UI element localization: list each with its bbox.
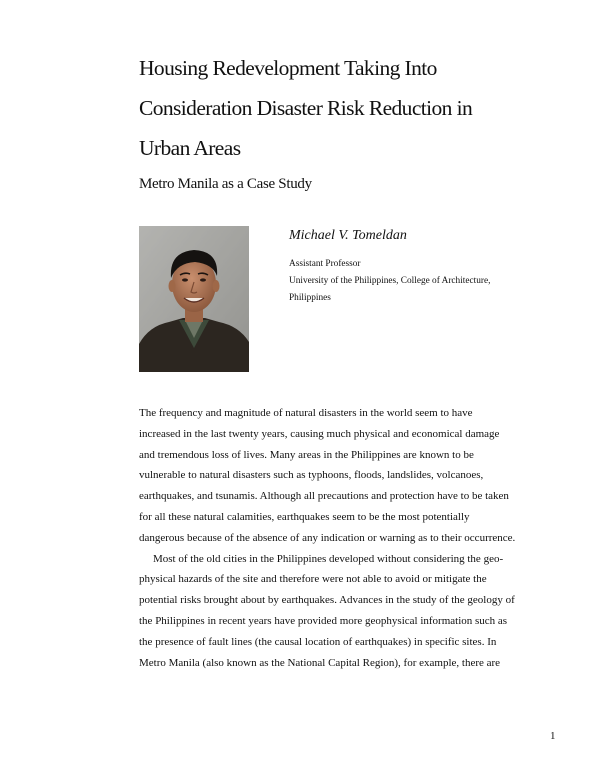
author-institution: University of the Philippines, College of Architecture, bbox=[289, 276, 491, 286]
author-block bbox=[289, 228, 529, 307]
text-line: Most of the old cities in the Philippines developed without considering the geo- bbox=[153, 552, 504, 565]
title-line: Urban Areas bbox=[139, 136, 241, 160]
text-line: earthquakes, and tsunamis. Although all precautions and protection have to be taken bbox=[139, 490, 509, 503]
text-line: Metro Manila (also known as the National Capital Region), for example, there are bbox=[139, 656, 501, 669]
author-name: Michael V. Tomeldan bbox=[289, 228, 407, 243]
paragraph bbox=[139, 549, 543, 674]
text-line: the Philippines in recent years have provided more geophysical information such as bbox=[139, 614, 508, 627]
paper-title bbox=[139, 48, 559, 168]
text-line: vulnerable to natural disasters such as typhoons, floods, landslides, volcanoes, bbox=[139, 469, 484, 482]
text-line: physical hazards of the site and therefore were not able to avoid or mitigate the bbox=[139, 573, 487, 586]
text-line: dangerous because of the absence of any indication or warning as to their occurrence. bbox=[139, 531, 516, 544]
author-position: Assistant Professor bbox=[289, 259, 361, 269]
body-text bbox=[139, 403, 543, 673]
text-line: for all these natural calamities, earthquakes seem to be the most potentially bbox=[139, 510, 470, 523]
text-line: potential risks brought about by earthquakes. Advances in the study of the geology of bbox=[139, 594, 515, 607]
page-number: 1 bbox=[550, 730, 556, 742]
author-country: Philippines bbox=[289, 293, 331, 303]
title-line: Housing Redevelopment Taking Into bbox=[139, 56, 437, 80]
text-line: and tremendous loss of lives. Many areas in the Philippines are known to be bbox=[139, 448, 474, 461]
paragraph bbox=[139, 403, 543, 549]
title-line: Consideration Disaster Risk Reduction in bbox=[139, 96, 473, 120]
text-line: the presence of fault lines (the causal location of earthquakes) in specific sites. In bbox=[139, 635, 497, 648]
author-photo bbox=[139, 226, 249, 372]
text-line: The frequency and magnitude of natural disasters in the world seem to have bbox=[139, 407, 473, 419]
text-line: increased in the last twenty years, causing much physical and economical damage bbox=[139, 427, 500, 440]
paper-subtitle: Metro Manila as a Case Study bbox=[139, 176, 312, 192]
